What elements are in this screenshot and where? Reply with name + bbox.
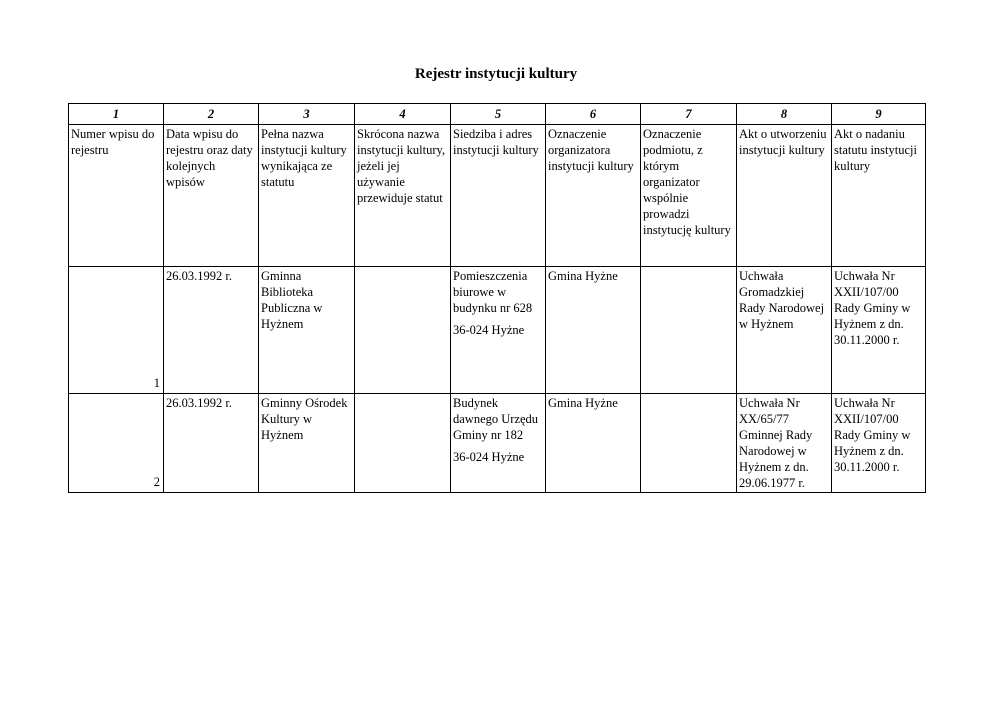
entry-number-cell: [69, 267, 164, 394]
entry-address: [451, 267, 546, 394]
column-header: Akt o nadaniu statutu instytucji kultury: [832, 125, 926, 267]
column-number: 1: [69, 104, 164, 125]
column-number: 4: [355, 104, 451, 125]
column-number: 9: [832, 104, 926, 125]
column-number-row: [69, 104, 926, 125]
table-row: [69, 394, 926, 493]
entry-short-name: [355, 394, 451, 493]
entry-number-cell: [69, 394, 164, 493]
column-header: Akt o utworzeniu instytucji kultury: [737, 125, 832, 267]
column-number: 7: [641, 104, 737, 125]
entry-date: 26.03.1992 r.: [164, 394, 259, 493]
entry-creation-act: Uchwała Gromadzkiej Rady Narodowej w Hyżnem: [737, 267, 832, 394]
entry-creation-act: Uchwała Nr XX/65/77 Gminnej Rady Narodowej w Hyżnem z dn. 29.06.1977 r.: [737, 394, 832, 493]
address-line: Pomieszczenia biurowe w budynku nr 628: [453, 269, 533, 315]
column-header: Data wpisu do rejestru oraz daty kolejnych wpisów: [164, 125, 259, 267]
register-table: [68, 103, 926, 493]
entry-full-name: Gminna Biblioteka Publiczna w Hyżnem: [259, 267, 355, 394]
entry-full-name: Gminny Ośrodek Kultury w Hyżnem: [259, 394, 355, 493]
column-header: Siedziba i adres instytucji kultury: [451, 125, 546, 267]
column-number: 3: [259, 104, 355, 125]
entry-number: 2: [153, 475, 160, 489]
column-number: 2: [164, 104, 259, 125]
column-header: Numer wpisu do rejestru: [69, 125, 164, 267]
entry-short-name: [355, 267, 451, 394]
column-header: Oznaczenie organizatora instytucji kultury: [546, 125, 641, 267]
entry-organizer: Gmina Hyżne: [546, 267, 641, 394]
column-header: Oznaczenie podmiotu, z którym organizator wspólnie prowadzi instytucję kultury: [641, 125, 737, 267]
column-number: 5: [451, 104, 546, 125]
entry-co-organizer: [641, 267, 737, 394]
column-number: 6: [546, 104, 641, 125]
entry-date: 26.03.1992 r.: [164, 267, 259, 394]
entry-statute-act: Uchwała Nr XXII/107/00 Rady Gminy w Hyżnem z dn. 30.11.2000 r.: [832, 394, 926, 493]
table-row: [69, 267, 926, 394]
entry-number: 1: [153, 376, 160, 390]
column-number: 8: [737, 104, 832, 125]
entry-co-organizer: [641, 394, 737, 493]
address-postcode: 36-024 Hyżne: [453, 323, 525, 337]
entry-organizer: Gmina Hyżne: [546, 394, 641, 493]
address-postcode: 36-024 Hyżne: [453, 450, 525, 464]
entry-address: [451, 394, 546, 493]
header-row: [69, 125, 926, 267]
page-title: Rejestr instytucji kultury: [414, 66, 578, 82]
column-header: Pełna nazwa instytucji kultury wynikająca ze statutu: [259, 125, 355, 267]
address-line: Budynek dawnego Urzędu Gminy nr 182: [453, 396, 539, 442]
column-header: Skrócona nazwa instytucji kultury, jeżeli jej używanie przewiduje statut: [355, 125, 451, 267]
entry-statute-act: Uchwała Nr XXII/107/00 Rady Gminy w Hyżnem z dn. 30.11.2000 r.: [832, 267, 926, 394]
